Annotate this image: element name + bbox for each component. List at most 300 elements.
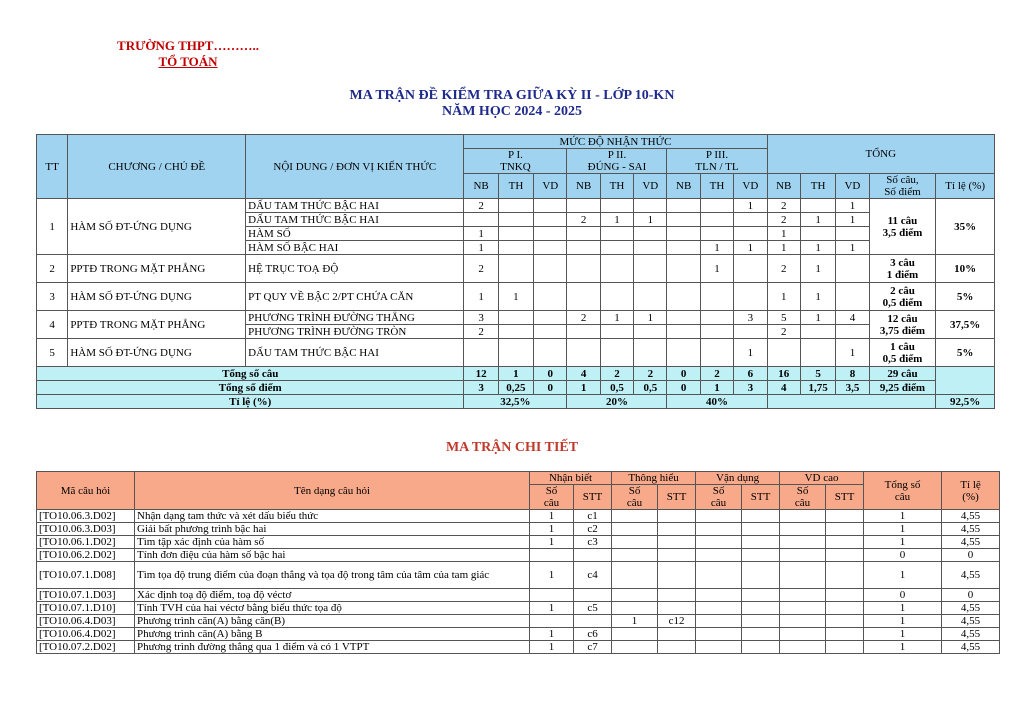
header-so: Số (796, 485, 809, 497)
row-cell (612, 641, 658, 654)
row-tong: 0 (864, 589, 942, 602)
header-nb: NB (567, 174, 600, 199)
row-cell: 1 (836, 241, 869, 255)
total-cell: 6 (734, 367, 767, 381)
row-cell: c1 (574, 510, 612, 523)
row-cell: 1 (530, 602, 574, 615)
row-cell (696, 615, 742, 628)
row-tile: 4,55 (942, 510, 1000, 523)
row-ma: [TO10.07.2.D02] (37, 641, 135, 654)
header-cau: câu (626, 497, 643, 509)
row-cell (658, 589, 696, 602)
row-cell (734, 325, 767, 339)
row-tong: 1 (864, 602, 942, 615)
row-tile: 4,55 (942, 602, 1000, 615)
row-cell (567, 283, 600, 311)
row-cell (696, 523, 742, 536)
row-cell (658, 536, 696, 549)
row-tt: 1 (37, 199, 68, 255)
header-cau: câu (794, 497, 811, 509)
row-cell (742, 510, 780, 523)
matrix-table (36, 134, 995, 409)
header-th: TH (800, 174, 835, 199)
row-tile: 4,55 (942, 615, 1000, 628)
header-socau-a: Số câu, (886, 174, 919, 186)
header-vd: VD (534, 174, 567, 199)
row-cell: 2 (464, 325, 498, 339)
row-cell (530, 549, 574, 562)
header-socau-b: Số điểm (884, 186, 921, 198)
header-tong: TỔNG (767, 135, 994, 174)
row-cell: c2 (574, 523, 612, 536)
row-cell (612, 523, 658, 536)
total-cell: 0 (667, 381, 700, 395)
total-cell: 3,5 (836, 381, 869, 395)
ratio-empty (767, 395, 936, 409)
row-noidung: PHƯƠNG TRÌNH ĐƯỜNG THẲNG (246, 311, 464, 325)
row-cell (600, 227, 633, 241)
row-cell (800, 227, 835, 241)
row-ten: Giải bất phương trình bậc hai (135, 523, 530, 536)
row-sum (869, 339, 936, 367)
header-tile: Tỉ lệ (%) (942, 472, 1000, 510)
section-title: MA TRẬN CHI TIẾT (445, 440, 579, 455)
header-th: TH (700, 174, 733, 199)
row-chuong: PPTĐ TRONG MẶT PHẲNG (68, 311, 246, 339)
row-cell (700, 283, 733, 311)
total-cell: 2 (634, 367, 667, 381)
header-nb: NB (464, 174, 498, 199)
row-cell (700, 339, 733, 367)
school-header (88, 38, 288, 70)
school-name: TRƯỜNG THPT……….. (117, 38, 259, 53)
header-tongsocau: Tổng số câu (864, 472, 942, 510)
matrix-row (37, 283, 995, 311)
table-row (37, 641, 1000, 654)
row-sum-diem: 0,5 điểm (882, 352, 923, 365)
row-cell: 1 (498, 283, 533, 311)
row-cell: 1 (530, 523, 574, 536)
row-cell (612, 510, 658, 523)
row-cell: 2 (567, 213, 600, 227)
row-cell (696, 628, 742, 641)
row-ten: Xác định toạ độ điểm, toạ độ véctơ (135, 589, 530, 602)
row-noidung: DẤU TAM THỨC BẬC HAI (246, 213, 464, 227)
row-cell (800, 339, 835, 367)
row-sum-cau: 2 câu (890, 284, 915, 297)
row-ma: [TO10.06.3.D02] (37, 510, 135, 523)
row-cell: 1 (800, 283, 835, 311)
matrix-row (37, 255, 995, 283)
row-tile: 4,55 (942, 523, 1000, 536)
row-cell (567, 227, 600, 241)
row-cell (734, 213, 767, 227)
header-nb: NB (767, 174, 800, 199)
row-cell (658, 549, 696, 562)
row-cell (700, 325, 733, 339)
total-cell: 1 (498, 367, 533, 381)
total-cell: 0,5 (634, 381, 667, 395)
total-label: Tổng số câu (37, 367, 464, 381)
row-cell (826, 536, 864, 549)
row-cell (780, 602, 826, 615)
row-cell (696, 549, 742, 562)
row-tile: 4,55 (942, 562, 1000, 589)
row-cell: c3 (574, 536, 612, 549)
row-cell: 1 (734, 339, 767, 367)
header-th: TH (600, 174, 633, 199)
row-cell (658, 602, 696, 615)
row-tile: 0 (942, 549, 1000, 562)
row-cell (742, 536, 780, 549)
row-tt: 5 (37, 339, 68, 367)
row-cell: 3 (734, 311, 767, 325)
header-mucdo: MỨC ĐỘ NHẬN THỨC (464, 135, 767, 149)
header-p2: P II. ĐÚNG - SAI (567, 149, 667, 174)
row-cell: 1 (530, 641, 574, 654)
ratio-total: 92,5% (936, 395, 995, 409)
row-cell (836, 255, 869, 283)
row-cell (534, 325, 567, 339)
total-label: Tổng số điểm (37, 381, 464, 395)
detail-table (36, 471, 1000, 654)
total-row (37, 367, 995, 381)
row-cell (534, 311, 567, 325)
row-cell: 1 (464, 227, 498, 241)
row-cell (567, 241, 600, 255)
header-so: Số (545, 485, 558, 497)
row-cell (634, 283, 667, 311)
table-row (37, 628, 1000, 641)
header-tile: Tỉ lệ (%) (936, 174, 995, 199)
row-cell (498, 255, 533, 283)
header-vd: VD (634, 174, 667, 199)
row-cell (667, 283, 700, 311)
row-pct: 35% (936, 199, 995, 255)
header-stt: STT (658, 485, 696, 510)
row-cell: 1 (464, 241, 498, 255)
header-vd: VD (836, 174, 869, 199)
row-cell: 1 (800, 311, 835, 325)
row-cell (826, 562, 864, 589)
row-pct: 5% (936, 283, 995, 311)
row-tong: 1 (864, 562, 942, 589)
row-cell (826, 589, 864, 602)
row-tt: 3 (37, 283, 68, 311)
row-cell: 2 (767, 199, 800, 213)
row-ma: [TO10.07.1.D08] (37, 562, 135, 589)
row-cell (734, 283, 767, 311)
ratio-p2: 20% (567, 395, 667, 409)
row-cell (734, 255, 767, 283)
row-cell (696, 589, 742, 602)
row-cell (742, 523, 780, 536)
row-sum (869, 255, 936, 283)
row-cell: 1 (600, 213, 633, 227)
row-cell (826, 628, 864, 641)
header-so: Số (712, 485, 725, 497)
row-sum-cau: 11 câu (887, 214, 918, 227)
row-noidung: HÀM SỐ BẬC HAI (246, 241, 464, 255)
header-socau (530, 485, 574, 510)
row-cell (567, 325, 600, 339)
header-stt: STT (574, 485, 612, 510)
total-cell: 1 (567, 381, 600, 395)
row-cell (534, 241, 567, 255)
row-cell (800, 325, 835, 339)
row-ma: [TO10.06.4.D02] (37, 628, 135, 641)
row-cell (836, 283, 869, 311)
header-cau: câu (710, 497, 727, 509)
row-cell: 1 (700, 241, 733, 255)
row-cell (667, 325, 700, 339)
header-noidung: NỘI DUNG / ĐƠN VỊ KIẾN THỨC (246, 135, 464, 199)
total-sum: 29 câu (869, 367, 936, 381)
row-ten: Tìm tập xác định của hàm số (135, 536, 530, 549)
total-sum: 9,25 điểm (869, 381, 936, 395)
row-cell (634, 241, 667, 255)
header-chuong: CHƯƠNG / CHỦ ĐỀ (68, 135, 246, 199)
row-cell: 1 (530, 510, 574, 523)
page-title: MA TRẬN ĐỀ KIỂM TRA GIỮA KỲ II - LỚP 10-KN (349, 88, 675, 103)
row-cell (658, 523, 696, 536)
row-ten: Nhận dạng tam thức và xét dấu biểu thức (135, 510, 530, 523)
row-sum-cau: 1 câu (890, 340, 915, 353)
table-row (37, 549, 1000, 562)
row-cell (530, 589, 574, 602)
total-empty (936, 367, 995, 395)
row-cell (667, 227, 700, 241)
matrix-row (37, 199, 995, 213)
row-pct: 37,5% (936, 311, 995, 339)
row-cell (780, 536, 826, 549)
row-noidung: DẤU TAM THỨC BẬC HAI (246, 199, 464, 213)
row-ma: [TO10.07.1.D03] (37, 589, 135, 602)
row-cell (742, 602, 780, 615)
row-cell (464, 213, 498, 227)
row-cell (574, 589, 612, 602)
row-cell (534, 255, 567, 283)
ratio-label: Tỉ lệ (%) (37, 395, 464, 409)
row-cell (498, 227, 533, 241)
row-tong: 1 (864, 628, 942, 641)
row-cell (634, 255, 667, 283)
row-cell (780, 628, 826, 641)
total-cell: 0,25 (498, 381, 533, 395)
table-row (37, 615, 1000, 628)
table-row (37, 562, 1000, 589)
row-cell (600, 325, 633, 339)
row-tong: 0 (864, 549, 942, 562)
row-cell (742, 628, 780, 641)
row-cell (464, 339, 498, 367)
row-cell (534, 213, 567, 227)
row-tile: 0 (942, 589, 1000, 602)
row-cell (826, 549, 864, 562)
header-tt: TT (37, 135, 68, 199)
row-cell (767, 339, 800, 367)
row-noidung: HỆ TRỤC TOẠ ĐỘ (246, 255, 464, 283)
row-cell (498, 339, 533, 367)
total-cell: 12 (464, 367, 498, 381)
row-cell (658, 641, 696, 654)
table-row (37, 536, 1000, 549)
row-chuong: HÀM SỐ ĐT-ỨNG DỤNG (68, 199, 246, 255)
row-cell (742, 549, 780, 562)
row-cell (826, 510, 864, 523)
row-cell (534, 283, 567, 311)
row-cell: 1 (767, 283, 800, 311)
page-subtitle: NĂM HỌC 2024 - 2025 (442, 104, 582, 119)
row-sum-diem: 1 điểm (886, 268, 919, 281)
row-cell (696, 641, 742, 654)
row-tt: 2 (37, 255, 68, 283)
total-cell: 16 (767, 367, 800, 381)
row-cell: 2 (567, 311, 600, 325)
total-cell: 1,75 (800, 381, 835, 395)
row-cell (600, 339, 633, 367)
row-cell (498, 213, 533, 227)
header-so: Số (628, 485, 641, 497)
row-cell (780, 641, 826, 654)
header-vdcao: VD cao (780, 472, 864, 485)
row-cell (800, 199, 835, 213)
total-cell: 0 (534, 367, 567, 381)
header-vandung: Vận dụng (696, 472, 780, 485)
row-sum (869, 199, 936, 255)
row-cell (696, 562, 742, 589)
row-ten: Tính đơn điệu của hàm số bậc hai (135, 549, 530, 562)
row-ten: Phương trình căn(A) bằng căn(B) (135, 615, 530, 628)
total-cell: 0,5 (600, 381, 633, 395)
row-cell (742, 562, 780, 589)
row-cell (742, 641, 780, 654)
row-tong: 1 (864, 641, 942, 654)
row-cell (780, 549, 826, 562)
row-ten: Phương trình đường thẳng qua 1 điểm và có 1 VTPT (135, 641, 530, 654)
row-pct: 10% (936, 255, 995, 283)
total-cell: 2 (600, 367, 633, 381)
total-cell: 1 (700, 381, 733, 395)
total-cell: 2 (700, 367, 733, 381)
row-cell (700, 227, 733, 241)
table-row (37, 510, 1000, 523)
row-cell (534, 199, 567, 213)
row-cell (574, 615, 612, 628)
row-cell (667, 339, 700, 367)
row-cell (498, 311, 533, 325)
row-cell (534, 339, 567, 367)
row-ten: Tìm tọa độ trung điểm của đoạn thẳng và tọa độ trong tâm của tâm của tam giác (135, 562, 530, 589)
header-socau (696, 485, 742, 510)
row-cell: 1 (612, 615, 658, 628)
row-cell: 1 (634, 213, 667, 227)
total-cell: 3 (734, 381, 767, 395)
row-cell (667, 255, 700, 283)
row-cell (700, 311, 733, 325)
row-sum-diem: 3,5 điểm (882, 226, 923, 239)
header-p3: P III. TLN / TL (667, 149, 767, 174)
row-cell: 5 (767, 311, 800, 325)
row-cell (696, 510, 742, 523)
row-cell: 1 (800, 213, 835, 227)
row-cell (567, 339, 600, 367)
row-cell (612, 602, 658, 615)
row-cell (780, 562, 826, 589)
row-cell (696, 602, 742, 615)
row-cell: 1 (634, 311, 667, 325)
header-ten: Tên dạng câu hỏi (135, 472, 530, 510)
row-tile: 4,55 (942, 641, 1000, 654)
row-sum (869, 311, 936, 339)
row-cell: 1 (800, 255, 835, 283)
row-cell: 1 (836, 199, 869, 213)
row-cell: 2 (464, 199, 498, 213)
table-row (37, 523, 1000, 536)
row-ma: [TO10.06.3.D03] (37, 523, 135, 536)
row-cell (567, 199, 600, 213)
row-cell (612, 628, 658, 641)
header-stt: STT (742, 485, 780, 510)
row-chuong: HÀM SỐ ĐT-ỨNG DỤNG (68, 339, 246, 367)
row-noidung: PT QUY VỀ BẬC 2/PT CHỨA CĂN (246, 283, 464, 311)
row-cell: c4 (574, 562, 612, 589)
row-cell (600, 255, 633, 283)
row-cell: 3 (464, 311, 498, 325)
row-cell (826, 523, 864, 536)
header-nb: NB (667, 174, 700, 199)
row-cell: 1 (836, 213, 869, 227)
row-cell (634, 227, 667, 241)
row-cell (667, 311, 700, 325)
department-name: TỔ TOÁN (158, 54, 218, 69)
row-cell (600, 241, 633, 255)
row-cell (600, 283, 633, 311)
total-cell: 3 (464, 381, 498, 395)
row-chuong: HÀM SỐ ĐT-ỨNG DỤNG (68, 283, 246, 311)
ratio-p1: 32,5% (464, 395, 567, 409)
row-cell: 1 (734, 241, 767, 255)
total-cell: 4 (567, 367, 600, 381)
row-sum-diem: 3,75 điểm (879, 324, 926, 337)
total-cell: 0 (534, 381, 567, 395)
row-cell (780, 589, 826, 602)
row-cell (634, 325, 667, 339)
row-cell (600, 199, 633, 213)
ratio-row (37, 395, 995, 409)
row-cell (658, 562, 696, 589)
row-cell: c5 (574, 602, 612, 615)
row-ten: Tính TVH của hai véctơ bằng biểu thức tọa độ (135, 602, 530, 615)
row-pct: 5% (936, 339, 995, 367)
row-cell: 1 (734, 199, 767, 213)
total-cell: 4 (767, 381, 800, 395)
row-cell: 2 (464, 255, 498, 283)
row-cell: 1 (530, 536, 574, 549)
row-sum-cau: 3 câu (890, 256, 915, 269)
row-tong: 1 (864, 510, 942, 523)
row-cell (826, 641, 864, 654)
row-ma: [TO10.07.1.D10] (37, 602, 135, 615)
row-ma: [TO10.06.1.D02] (37, 536, 135, 549)
row-cell: 1 (767, 241, 800, 255)
row-cell: 1 (464, 283, 498, 311)
row-cell (667, 241, 700, 255)
row-chuong: PPTĐ TRONG MẶT PHẲNG (68, 255, 246, 283)
row-tong: 1 (864, 523, 942, 536)
row-cell (667, 213, 700, 227)
header-th: TH (498, 174, 533, 199)
